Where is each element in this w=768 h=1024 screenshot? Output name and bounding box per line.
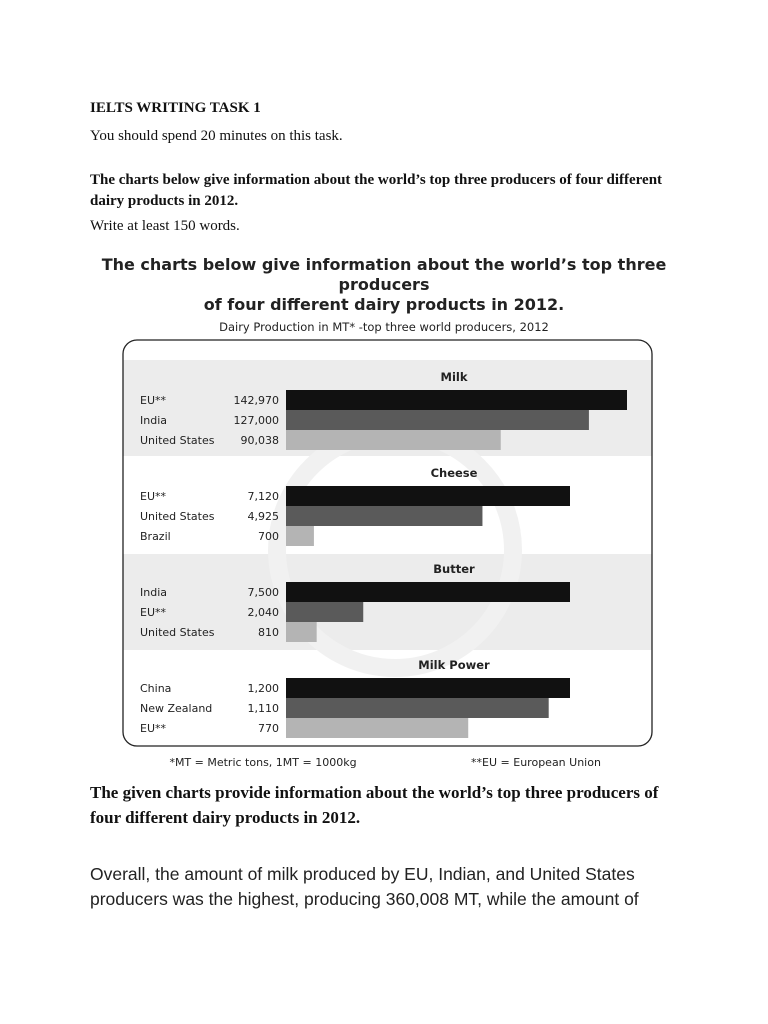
- panel-title: Milk: [440, 370, 468, 384]
- bar: [286, 430, 501, 450]
- value-label: 700: [258, 530, 279, 543]
- bar: [286, 622, 317, 642]
- row-label: United States: [140, 434, 215, 447]
- bar: [286, 506, 482, 526]
- value-label: 7,500: [247, 586, 279, 599]
- row-label: New Zealand: [140, 702, 213, 715]
- row-label: Brazil: [140, 530, 171, 543]
- panel-title: Butter: [433, 562, 475, 576]
- value-label: 7,120: [247, 490, 279, 503]
- bar: [286, 582, 570, 602]
- panel-title: Cheese: [430, 466, 478, 480]
- bar: [286, 526, 314, 546]
- bar: [286, 486, 570, 506]
- figure-title-line-1: The charts below give information about the world’s top three producers: [101, 255, 667, 294]
- figure-title-line-2: of four different dairy products in 2012.: [203, 295, 565, 314]
- task-heading: IELTS WRITING TASK 1: [90, 100, 261, 116]
- value-label: 1,200: [247, 682, 279, 695]
- bar: [286, 718, 468, 738]
- word-count-instruction: Write at least 150 words.: [90, 218, 240, 234]
- row-label: India: [140, 586, 167, 599]
- value-label: 1,110: [247, 702, 279, 715]
- value-label: 810: [258, 626, 279, 639]
- answer-heading: The given charts provide information about the world’s top three producers of four different dairy products in 2012.: [90, 783, 659, 827]
- value-label: 770: [258, 722, 279, 735]
- chart-title: Dairy Production in MT* -top three world producers, 2012: [219, 320, 549, 334]
- bar: [286, 698, 549, 718]
- value-label: 142,970: [233, 394, 279, 407]
- panel-title: Milk Power: [418, 658, 490, 672]
- bar: [286, 602, 363, 622]
- row-label: EU**: [140, 606, 167, 619]
- footnote-right: **EU = European Union: [471, 756, 601, 769]
- value-label: 90,038: [240, 434, 279, 447]
- row-label: EU**: [140, 394, 167, 407]
- row-label: United States: [140, 510, 215, 523]
- value-label: 4,925: [247, 510, 279, 523]
- footnote-left: *MT = Metric tons, 1MT = 1000kg: [169, 756, 357, 769]
- row-label: EU**: [140, 722, 167, 735]
- value-label: 127,000: [233, 414, 279, 427]
- row-label: United States: [140, 626, 215, 639]
- value-label: 2,040: [247, 606, 279, 619]
- time-instruction: You should spend 20 minutes on this task.: [90, 128, 343, 144]
- row-label: EU**: [140, 490, 167, 503]
- bar: [286, 678, 570, 698]
- answer-paragraph: Overall, the amount of milk produced by EU, Indian, and United States producers was the highest, producing 360,008 MT, while the amount of: [90, 864, 639, 909]
- bar: [286, 410, 589, 430]
- bar: [286, 390, 627, 410]
- row-label: China: [140, 682, 172, 695]
- row-label: India: [140, 414, 167, 427]
- task-prompt: The charts below give information about the world’s top three producers of four different dairy products in 2012.: [90, 172, 663, 209]
